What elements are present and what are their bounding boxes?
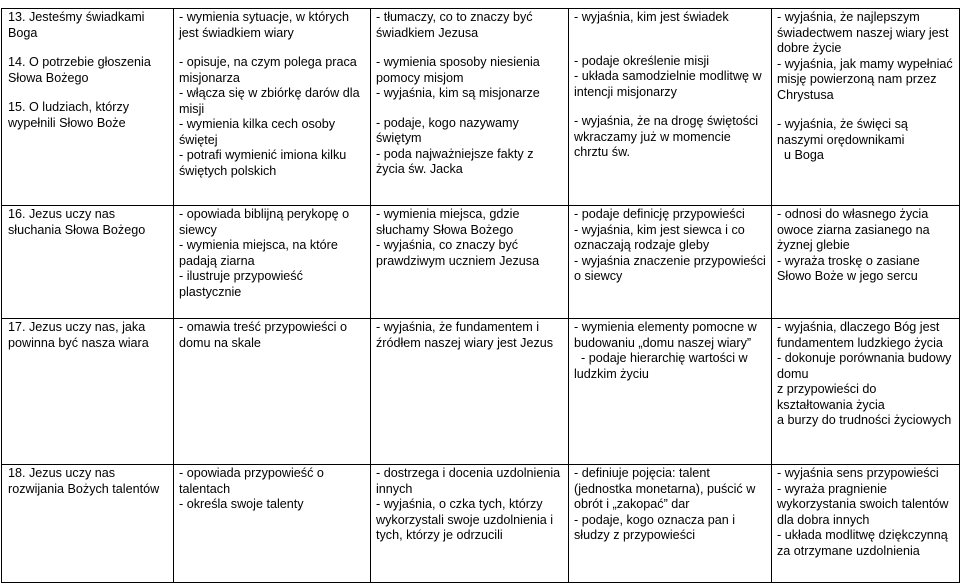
requirement-cell: - wyjaśnia, że fundamentem i źródłem naszej wiary jest Jezus (371, 319, 569, 465)
requirement-text: - tłumaczy, co to znaczy być świadkiem Jezusa (376, 10, 533, 40)
requirement-text: - opisuje, na czym polega praca misjonarza - włącza się w zbiórkę darów dla misji (179, 55, 360, 116)
table-row (2, 9, 960, 206)
requirement-cell: - dostrzega i docenia uzdolnienia innych - wyjaśnia, o czka tych, którzy wykorzystali swoje uzdolnienia i tych, którzy je odrzucili (371, 465, 569, 583)
requirement-cell: - opowiada biblijną perykopę o siewcy - wymienia miejsca, na które padają ziarna - ilustruje przypowieść plastycznie (174, 206, 371, 319)
table-row (2, 206, 960, 319)
topic-17: 17. Jezus uczy nas, jaka powinna być nasza wiara (2, 319, 174, 465)
requirement-cell: - wymienia miejsca, gdzie słuchamy Słowa Bożego - wyjaśnia, co znaczy być prawdziwym uczniem Jezusa (371, 206, 569, 319)
requirement-cell (174, 9, 371, 206)
requirement-text: - wyjaśnia, że na drogę świętości wkraczamy już w momencie chrztu św. (574, 114, 759, 159)
requirement-text: - wymienia sposoby niesienia pomocy misjom - wyjaśnia, kim są misjonarze (376, 55, 540, 100)
requirement-cell: - opowiada przypowieść o talentach - określa swoje talenty (174, 465, 371, 583)
requirement-text: - wyjaśnia, że święci są naszymi orędownikami u Boga (777, 117, 908, 162)
topic-18: 18. Jezus uczy nas rozwijania Bożych talentów (2, 465, 174, 583)
requirement-text: - wymienia sytuacje, w których jest świadkiem wiary (179, 10, 350, 40)
requirement-cell: - odnosi do własnego życia owoce ziarna zasianego na żyznej glebie - wyraża troskę o zasiane Słowo Boże w jego sercu (772, 206, 960, 319)
requirement-cell: - omawia treść przypowieści o domu na skale (174, 319, 371, 465)
requirement-text: - podaje określenie misji - układa samodzielnie modlitwę w intencji misjonarzy (574, 53, 762, 99)
requirement-cell: - wyjaśnia sens przypowieści - wyraża pragnienie wykorzystania swoich talentów dla dobra innych - układa modlitwę dziękczynną za otrzymane uzdolnienia (772, 465, 960, 583)
topic-14: 14. O potrzebie głoszenia Słowa Bożego (8, 55, 151, 85)
requirement-cell: - wymienia elementy pomocne w budowaniu „domu naszej wiary” - podaje hierarchię wartości w ludzkim życiu (569, 319, 772, 465)
requirement-cell: - definiuje pojęcia: talent (jednostka monetarna), puścić w obrót i „zakopać” dar - podaje, kogo oznacza pan i słudzy z przypowieści (569, 465, 772, 583)
curriculum-table (1, 8, 960, 583)
requirement-text: - wyjaśnia, jak mamy wypełniać misję powierzoną nam przez Chrystusa (777, 56, 953, 102)
requirement-cell: - wyjaśnia, dlaczego Bóg jest fundamentem ludzkiego życia - dokonuje porównania budowy domu z przypowieści do kształtowania życia a burzy do trudności życiowych (772, 319, 960, 465)
requirement-text: - wymienia kilka cech osoby świętej - potrafi wymienić imiona kilku świętych polskich (179, 117, 347, 178)
requirement-cell: - podaje definicję przypowieści - wyjaśnia, kim jest siewca i co oznaczają rodzaje gleby - wyjaśnia znaczenie przypowieści o siewcy (569, 206, 772, 319)
topic-15: 15. O ludziach, którzy wypełnili Słowo Boże (8, 100, 130, 130)
table-row (2, 319, 960, 465)
requirement-cell (772, 9, 960, 206)
requirement-cell (371, 9, 569, 206)
topic-13: 13. Jesteśmy świadkami Boga (8, 10, 145, 40)
requirement-text: - wyjaśnia, kim jest świadek (574, 10, 729, 24)
requirement-cell (569, 9, 772, 206)
topic-16: 16. Jezus uczy nas słuchania Słowa Bożego (2, 206, 174, 319)
requirement-text: - podaje, kogo nazywamy świętym - poda najważniejsze fakty z życia św. Jacka (376, 115, 534, 176)
table-row (2, 465, 960, 583)
topic-cell (2, 9, 174, 206)
requirement-text: - wyjaśnia, że najlepszym świadectwem naszej wiary jest dobre życie (777, 10, 949, 55)
